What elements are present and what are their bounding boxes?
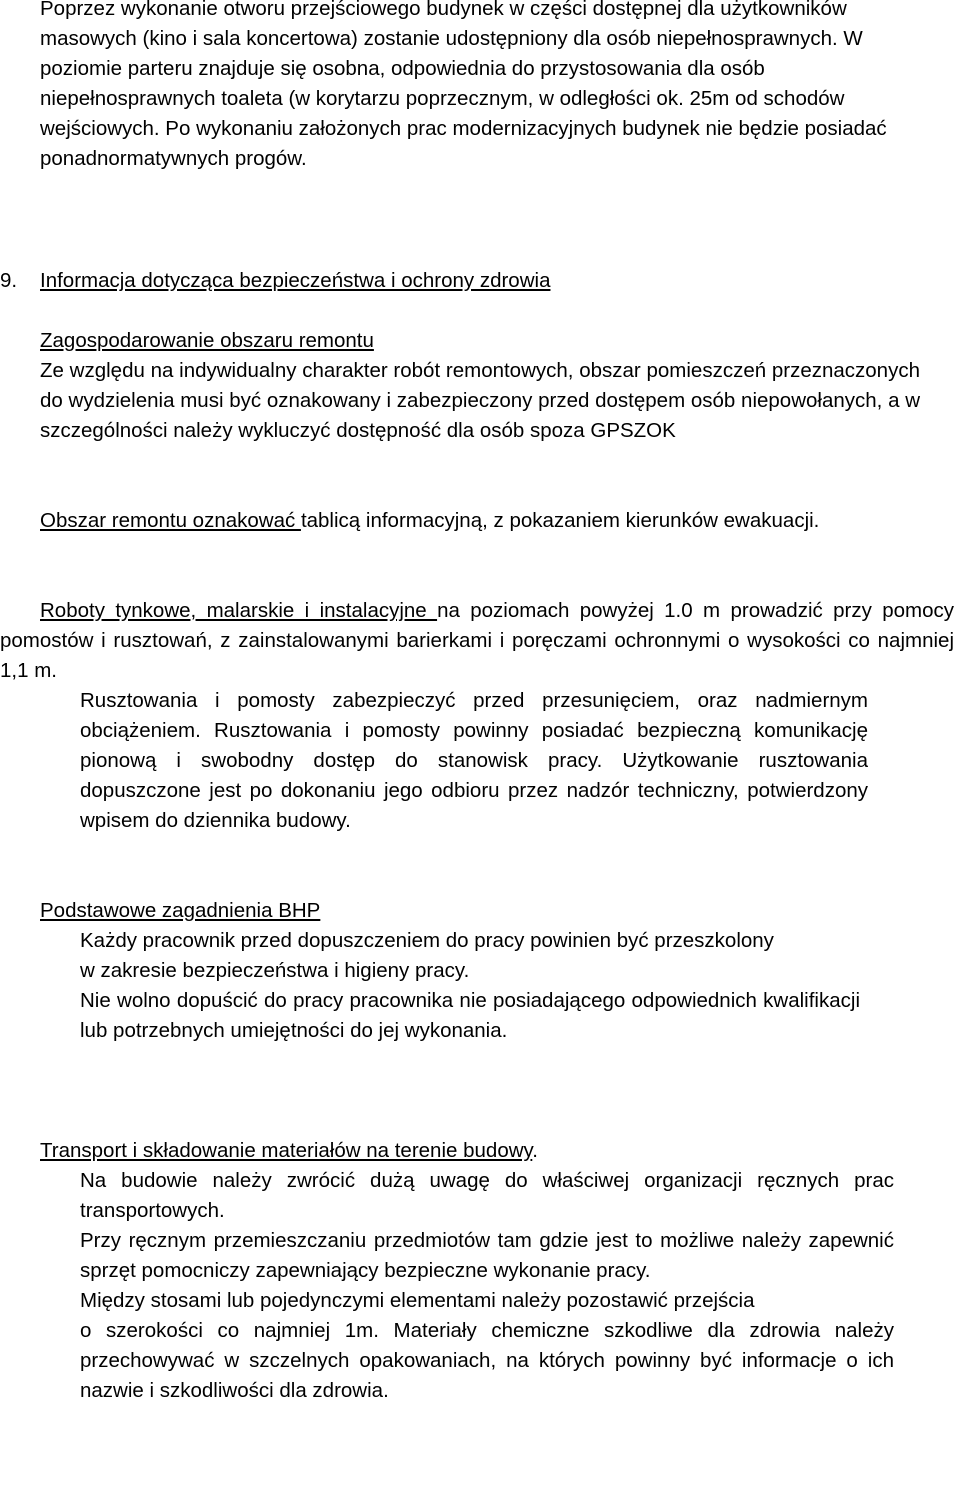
intro-paragraph: Poprzez wykonanie otworu przejściowego budynek w części dostępnej dla użytkowników masowych (kino i sala koncertowa) zostanie udostępniony dla osób niepełnosprawnych. W poziomie parteru znajduje się osobna, odpowiednia do przystosowania dla osób niepełnosprawnych toaleta (w korytarzu poprzecznym, w odległości ok. 25m od schodów wejściowych. Po wykonaniu założonych prac modernizacyjnych budynek nie będzie posiadać ponadnormatywnych progów. — [40, 0, 887, 170]
zagospodarowanie-text: Ze względu na indywidualny charakter robót remontowych, obszar pomieszczeń przeznaczonych do wydzielenia musi być oznakowany i zabezpieczony przed dostępem osób niepowołanych, a w szczególności należy wykluczyć dostępność dla osób spoza GPSZOK — [40, 359, 920, 442]
roboty-text2: Rusztowania i pomosty zabezpieczyć przed przesunięciem, oraz nadmiernym obciążeniem. Rusztowania i pomosty powinny posiadać bezpieczną komunikację pionową i swobodny dostęp do stanowisk pracy. Użytkowanie rusztowania dopuszczone jest po dokonaniu jego odbioru przez nadzór techniczny, potwierdzony wpisem do dziennika budowy. — [80, 689, 868, 832]
obszar-rest: tablicą informacyjną, z pokazaniem kierunków ewakuacji. — [300, 509, 820, 532]
section-heading — [0, 266, 550, 296]
section-number: 9. — [0, 269, 18, 292]
roboty-underlined: Roboty tynkowe, malarskie i instalacyjne — [40, 599, 438, 622]
transport-block — [40, 1136, 894, 1406]
bhp-line1: Każdy pracownik przed dopuszczeniem do pracy powinien być przeszkolony — [80, 929, 774, 952]
section-title: Informacja dotycząca bezpieczeństwa i ochrony zdrowia — [40, 269, 551, 292]
bhp-heading: Podstawowe zagadnienia BHP — [40, 899, 321, 922]
transport-p3b: o szerokości co najmniej 1m. Materiały chemiczne szkodliwe dla zdrowia należy przechowywać w szczelnych opakowaniach, na których powinny być informacje o ich nazwie i szkodliwości dla zdrowia. — [80, 1319, 894, 1402]
obszar-underlined: Obszar remontu oznakować — [40, 509, 301, 532]
obszar-block — [0, 506, 954, 536]
bhp-block — [40, 896, 860, 1046]
transport-heading-line — [40, 1136, 894, 1166]
roboty-rest: na poziomach powyżej 1.0 m prowadzić przy pomocy pomostów i rusztowań, z zainstalowanymi barierkami i poręczami ochronnymi o wysokości co najmniej 1,1 m. — [0, 599, 954, 682]
obszar-paragraph — [0, 506, 954, 536]
transport-heading: Transport i składowanie materiałów na terenie budowy — [40, 1139, 533, 1162]
transport-p2: Przy ręcznym przemieszczaniu przedmiotów tam gdzie jest to możliwe należy zapewnić sprzęt pomocniczy zapewniający bezpieczne wykonanie pracy. — [80, 1229, 894, 1282]
roboty-block — [0, 596, 954, 836]
zagospodarowanie-block — [40, 326, 920, 446]
roboty-paragraph — [0, 596, 954, 686]
bhp-line2: w zakresie bezpieczeństwa i higieny pracy. — [80, 959, 470, 982]
transport-p1: Na budowie należy zwrócić dużą uwagę do właściwej organizacji ręcznych prac transportowych. — [80, 1169, 894, 1222]
transport-heading-tail: . — [532, 1139, 538, 1162]
zagospodarowanie-heading: Zagospodarowanie obszaru remontu — [40, 329, 374, 352]
bhp-line3: Nie wolno dopuścić do pracy pracownika nie posiadającego odpowiednich kwalifikacji lub potrzebnych umiejętności do jej wykonania. — [80, 989, 860, 1042]
transport-p3a: Między stosami lub pojedynczymi elementami należy pozostawić przejścia — [80, 1289, 755, 1312]
